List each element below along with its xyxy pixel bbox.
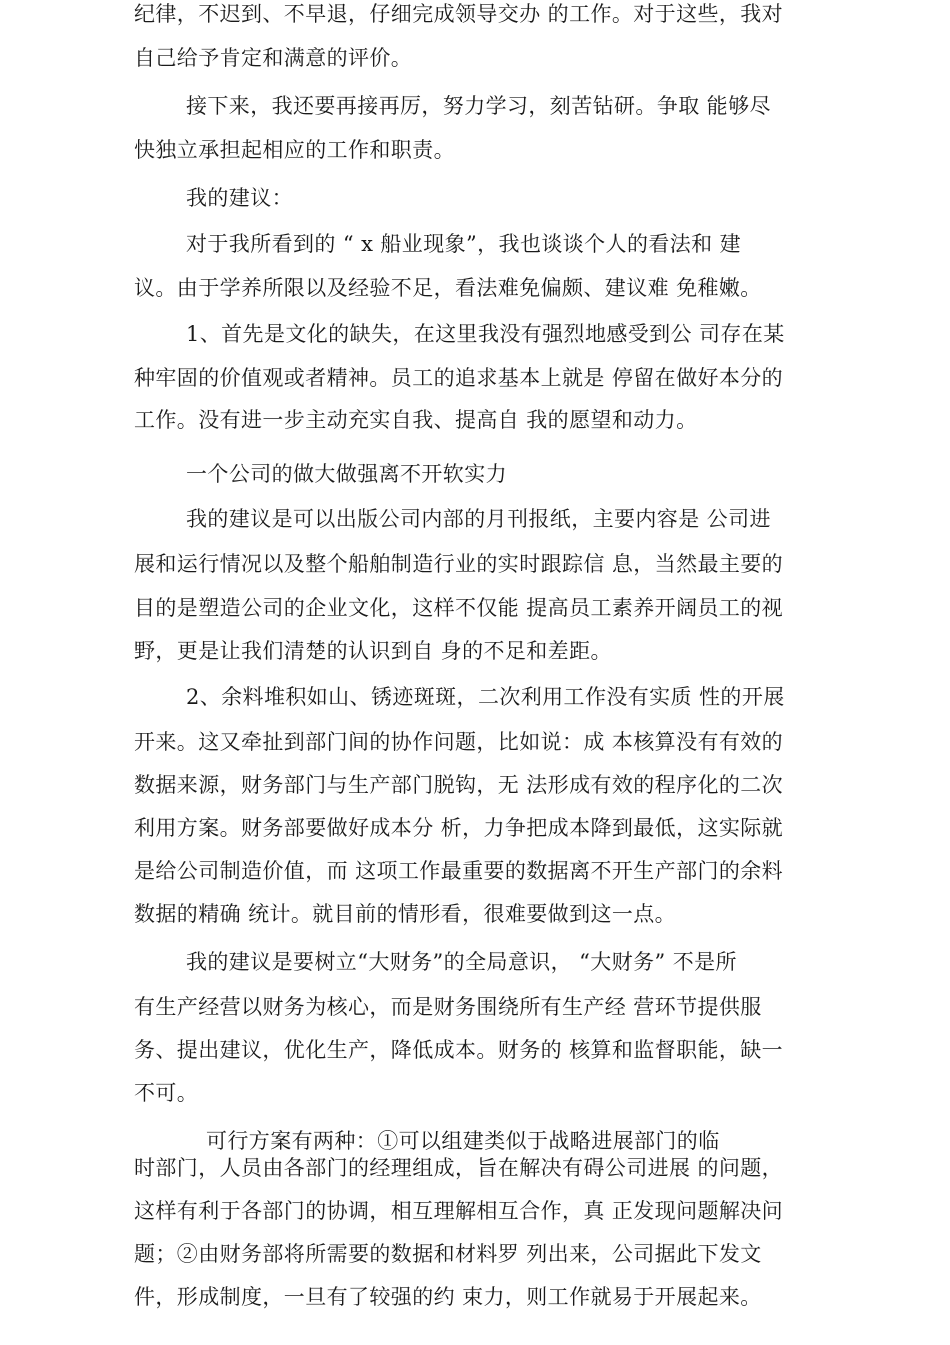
text-line: 有生产经营以财务为核心，而是财务围绕所有生产经 营环节提供服 <box>134 995 762 1019</box>
text-line: 工作。没有进一步主动充实自我、提高自 我的愿望和动力。 <box>134 408 698 432</box>
text-line: 种牢固的价值观或者精神。员工的追求基本上就是 停留在做好本分的 <box>134 366 784 390</box>
text-line: 1、首先是文化的缺失，在这里我没有强烈地感受到公 司存在某 <box>186 322 785 346</box>
section-heading: 我的建议： <box>186 186 293 210</box>
text-line: 2、余料堆积如山、锈迹斑斑，二次利用工作没有实质 性的开展 <box>186 685 785 709</box>
text-line: 我的建议是可以出版公司内部的月刊报纸，主要内容是 公司进 <box>186 507 771 531</box>
text-line: 议。由于学养所限以及经验不足，看法难免偏颇、建议难 免稚嫩。 <box>134 276 762 300</box>
text-line: 务、提出建议，优化生产，降低成本。财务的 核算和监督职能，缺一 <box>134 1038 784 1062</box>
text-line: 数据的精确 统计。就目前的情形看，很难要做到这一点。 <box>134 902 677 926</box>
text-line: 接下来，我还要再接再厉，努力学习，刻苦钻研。争取 能够尽 <box>186 94 771 118</box>
text-line: 快独立承担起相应的工作和职责。 <box>134 138 455 162</box>
text-line: 题；②由财务部将所需要的数据和材料罗 列出来，公司据此下发文 <box>134 1242 762 1266</box>
text-line: 对于我所看到的 “ x 船业现象”，我也谈谈个人的看法和 建 <box>186 232 742 256</box>
text-line: 数据来源，财务部门与生产部门脱钩，无 法形成有效的程序化的二次 <box>134 773 784 797</box>
text-line: 开来。这又牵扯到部门间的协作问题，比如说：成 本核算没有有效的 <box>134 730 784 754</box>
text-line: 一个公司的做大做强离不开软实力 <box>186 462 507 486</box>
text-line: 利用方案。财务部要做好成本分 析，力争把成本降到最低，这实际就 <box>134 816 784 840</box>
text-line: 野，更是让我们清楚的认识到自 身的不足和差距。 <box>134 639 612 663</box>
text-line: 自己给予肯定和满意的评价。 <box>134 46 413 70</box>
text-line: 这样有利于各部门的协调，相互理解相互合作，真 正发现问题解决问 <box>134 1199 784 1223</box>
text-line: 纪律，不迟到、不早退，仔细完成领导交办 的工作。对于这些，我对 <box>134 2 784 26</box>
text-line: 时部门，人员由各部门的经理组成，旨在解决有碍公司进展 的问题， <box>134 1156 784 1180</box>
text-line: 我的建议是要树立“大财务”的全局意识， “大财务” 不是所 <box>186 950 737 974</box>
text-line: 件，形成制度，一旦有了较强的约 束力，则工作就易于开展起来。 <box>134 1285 762 1309</box>
text-line: 展和运行情况以及整个船舶制造行业的实时跟踪信 息，当然最主要的 <box>134 552 784 576</box>
text-line: 可行方案有两种：①可以组建类似于战略进展部门的临 <box>206 1129 720 1153</box>
text-line: 是给公司制造价值，而 这项工作最重要的数据离不开生产部门的余料 <box>134 859 784 883</box>
text-line: 不可。 <box>134 1081 199 1105</box>
text-line: 目的是塑造公司的企业文化，这样不仅能 提高员工素养开阔员工的视 <box>134 596 784 620</box>
